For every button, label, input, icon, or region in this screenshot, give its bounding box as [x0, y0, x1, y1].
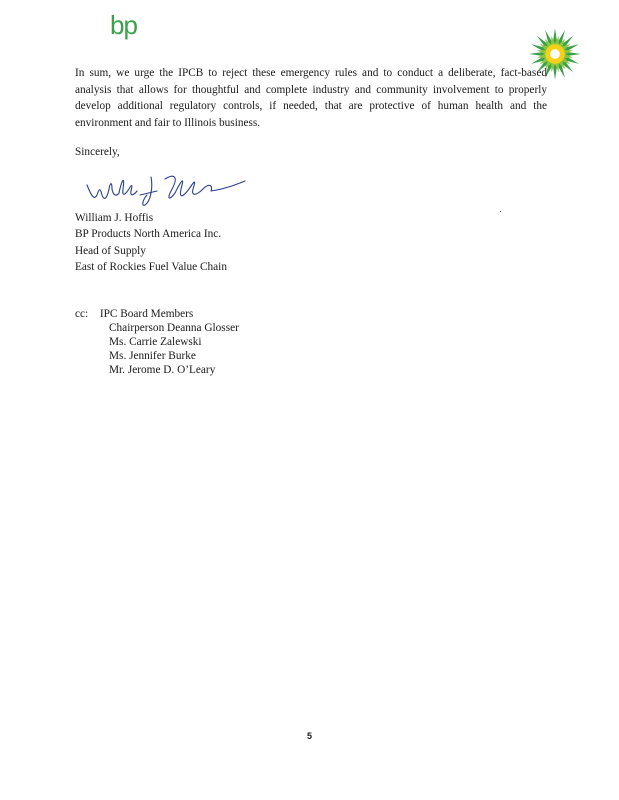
cc-member-list	[109, 321, 239, 377]
stray-mark	[500, 211, 501, 212]
handwritten-signature	[85, 165, 255, 210]
page-number: 5	[306, 731, 312, 741]
cc-member: Ms. Jennifer Burke	[109, 350, 196, 362]
closing-salutation: Sincerely,	[75, 146, 120, 158]
bp-logo-text: bp	[110, 10, 137, 40]
cc-block	[75, 307, 239, 377]
signer-unit: East of Rockies Fuel Value Chain	[75, 260, 227, 273]
cc-label: cc:	[75, 308, 89, 320]
signature-block	[75, 210, 227, 275]
cc-member: Mr. Jerome D. O’Leary	[109, 364, 216, 376]
cc-member: Chairperson Deanna Glosser	[109, 322, 239, 334]
signer-name: William J. Hoffis	[75, 212, 154, 224]
closing-paragraph: In sum, we urge the IPCB to reject these emergency rules and to conduct a deliberate, fact-based analysis that allows for thoughtful and complete industry and community involvement to properly develop additional regulatory controls, if needed, that are protective of human health and the environment and fair to Illinois business.	[75, 67, 547, 129]
cc-member: Ms. Carrie Zalewski	[109, 336, 202, 348]
signer-title: Head of Supply	[75, 244, 146, 257]
signer-company: BP Products North America Inc.	[75, 228, 222, 241]
cc-group: IPC Board Members	[99, 308, 194, 320]
